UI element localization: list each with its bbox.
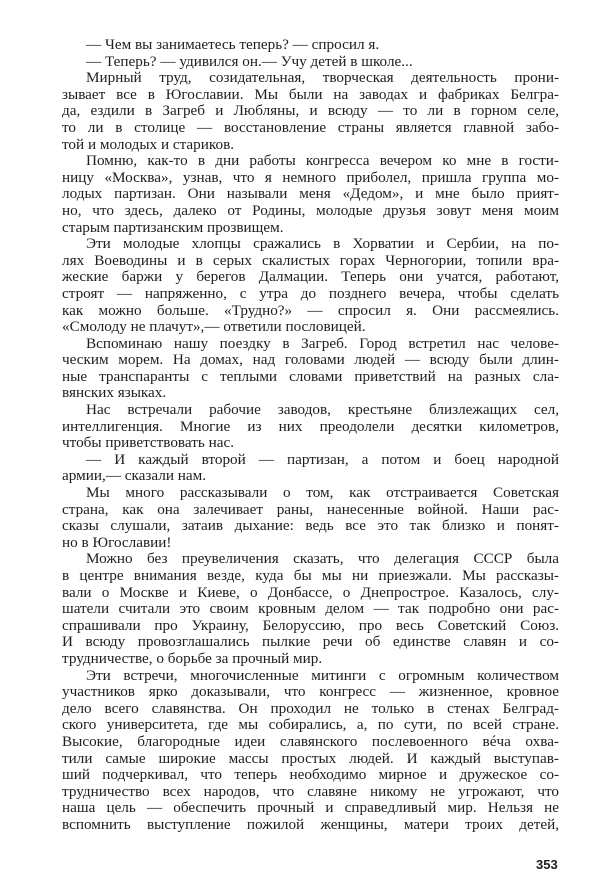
text-line: зывает все в Югославии. Мы были на заводах и фабриках Белгра-: [62, 85, 559, 103]
text-line: ческим морем. На домах, над головами людей — всюду были длин-: [62, 351, 559, 369]
page-number: 353: [536, 857, 558, 872]
text-line: Можно без преувеличения сказать, что делегация СССР была: [86, 550, 559, 568]
paragraph: [62, 402, 559, 452]
text-line: как можно больше. «Трудно?» — спросил я. Они рассмеялись.: [62, 301, 559, 319]
text-line: сказы слушали, затаив дыхание: ведь все это так близко и понят-: [62, 517, 559, 535]
text-line: то ли в столице — восстановление страны является главной забо-: [62, 118, 559, 136]
text-line: но в Югославии!: [62, 533, 172, 551]
text-line: да, ездили в Загреб и Любляны, и всюду — то ли в горном селе,: [62, 102, 559, 120]
text-line: лодых партизан. Они называли меня «Дедом», и мне было прият-: [62, 185, 559, 203]
text-line: но, что здесь, далеко от Родины, молодые друзья зовут меня моим: [62, 201, 559, 219]
text-line: дело всего славянства. Он проходил не только в стенах Белград-: [62, 699, 559, 717]
page-body-text: [62, 37, 559, 834]
paragraph: [62, 668, 559, 834]
text-line: ные транспаранты с теплыми словами приветствий на разных сла-: [62, 367, 559, 385]
text-line: наша цель — обеспечить прочный и справедливый мир. Нельзя не: [62, 799, 559, 817]
text-line: лях Воеводины и в серых скалистых горах Черногории, топили вра-: [62, 251, 559, 269]
paragraph: [62, 70, 559, 153]
text-line: жеские баржи у берегов Далмации. Теперь они учатся, работают,: [62, 268, 559, 286]
paragraph: [62, 452, 559, 485]
text-line: участников ярко доказывали, что конгресс — жизненное, кровное: [62, 683, 559, 701]
text-line: И всюду провозглашались пылкие речи об единстве славян и со-: [62, 633, 559, 651]
text-line: спрашивали про Украину, Белоруссию, про весь Советский Союз.: [62, 616, 559, 634]
text-line: вянских языках.: [62, 384, 167, 402]
text-line: Мы много рассказывали о том, как отстраивается Советская: [86, 484, 559, 502]
text-line: вали о Москве и Киеве, о Донбассе, о Днепрострое. Казалось, слу-: [62, 583, 559, 601]
text-line: трудничество всех народов, что славяне никому не угрожают, что: [62, 782, 559, 800]
paragraph: [62, 551, 559, 667]
text-line: Помню, как-то в дни работы конгресса вечером ко мне в гости-: [86, 152, 559, 170]
text-line: трудничестве, о борьбе за прочный мир.: [62, 649, 323, 667]
text-line: армии,— сказали нам.: [62, 467, 207, 485]
text-line: страна, как она залечивает раны, нанесенные войной. Наши рас-: [62, 500, 559, 518]
text-line: вспомнить выступление пожилой женщины, матери троих детей,: [62, 815, 559, 833]
paragraph: [62, 54, 559, 71]
text-line: интеллигенция. Многие из них преодолели десятки километров,: [62, 417, 559, 435]
paragraph: [62, 236, 559, 336]
text-line: ницу «Москва», узнав, что я немного приболел, пришла группа мо-: [62, 168, 559, 186]
text-line: Эти молодые хлопцы сражались в Хорватии и Сербии, на по-: [86, 235, 559, 253]
text-line: ший подчеркивал, что теперь необходимо мирное и дружеское со-: [62, 766, 559, 784]
paragraph: [62, 336, 559, 402]
text-line: старым партизанским прозвищем.: [62, 218, 284, 236]
text-line: — Теперь? — удивился он.— Учу детей в школе...: [86, 52, 413, 70]
paragraph: [62, 485, 559, 551]
paragraph: [62, 153, 559, 236]
text-line: строят — напряженно, с утра до позднего вечера, чтобы сделать: [62, 284, 559, 302]
text-line: в центре внимания везде, куда бы мы ни приезжали. Мы рассказы-: [62, 567, 559, 584]
text-line: ского университета, где мы собирались, а, по сути, по всей стране.: [62, 716, 559, 734]
text-line: чтобы приветствовать нас.: [62, 434, 235, 452]
text-line: той и молодых и стариков.: [62, 135, 235, 153]
text-line: Мирный труд, созидательная, творческая деятельность прони-: [86, 69, 559, 87]
text-line: Высокие, благородные идеи славянского послевоенного вéча охва-: [62, 732, 559, 750]
text-line: «Смолоду не плачут»,— ответили пословицей.: [62, 318, 366, 336]
text-line: тили самые широкие массы простых людей. И каждый выступав-: [62, 749, 559, 767]
text-line: шатели считали это своим кровным делом — так подробно они рас-: [62, 600, 559, 618]
text-line: Нас встречали рабочие заводов, крестьяне близлежащих сел,: [86, 401, 559, 419]
text-line: — И каждый второй — партизан, а потом и боец народной: [86, 450, 559, 468]
text-line: — Чем вы занимаетесь теперь? — спросил я.: [86, 36, 380, 53]
text-line: Вспоминаю нашу поездку в Загреб. Город встретил нас челове-: [86, 334, 559, 352]
paragraph: [62, 37, 559, 54]
text-line: Эти встречи, многочисленные митинги с огромным количеством: [86, 666, 559, 684]
